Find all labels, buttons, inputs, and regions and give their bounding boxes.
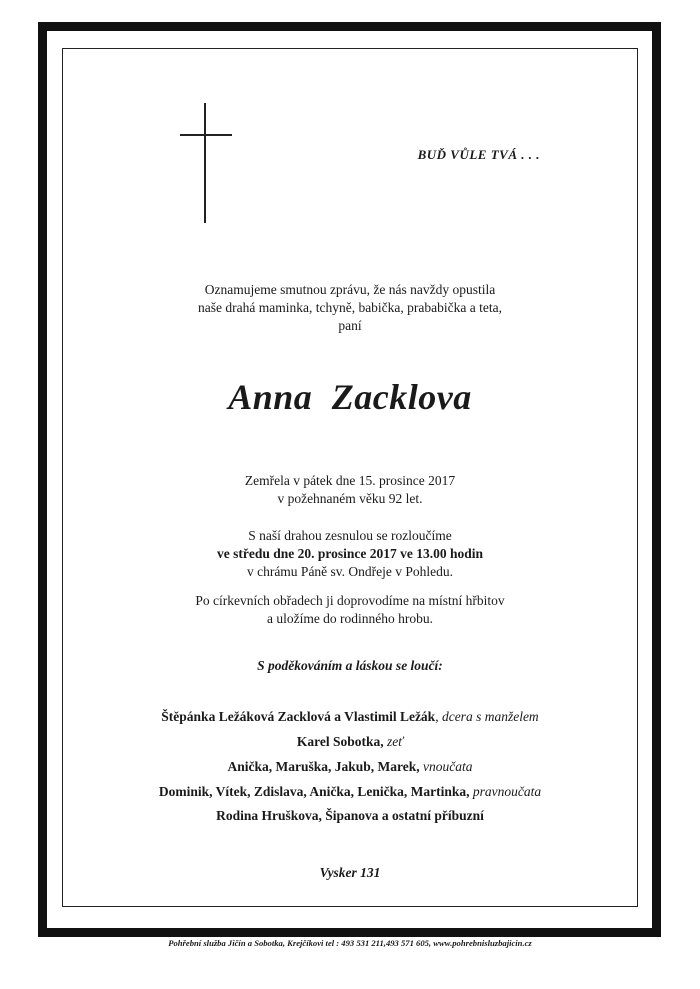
ceremony-date-time: ve středu dne 20. prosince 2017 ve 13.00 hodin (216, 546, 484, 561)
address: Vysker 131 (319, 865, 381, 880)
announcement-line: naše drahá maminka, tchyně, babička, prababička a teta, (198, 300, 502, 315)
family-names: Karel Sobotka, (296, 734, 384, 749)
family-relation: dcera s manželem (441, 709, 539, 724)
family-names: Rodina Hruškova, Šipanova a ostatní příbuzní (216, 808, 484, 823)
cross-icon-bar (180, 134, 232, 136)
ceremony-intro: S naší drahou zesnulou se rozloučíme (248, 528, 452, 543)
announcement (100, 281, 600, 335)
family-line (100, 734, 600, 750)
death-info-line: Zemřela v pátek dne 15. prosince 2017 (244, 473, 456, 488)
family-names: Anička, Maruška, Jakub, Marek, (227, 759, 420, 774)
motto: BUĎ VŮLE TVÁ . . . (417, 147, 540, 162)
death-info-line: v požehnaném věku 92 let. (277, 491, 423, 506)
family-relation: zeť (386, 734, 404, 749)
announcement-line: paní (338, 318, 362, 333)
ceremony (100, 527, 600, 581)
burial-line: a uložíme do rodinného hrobu. (266, 611, 434, 626)
family-line (100, 808, 600, 824)
burial-line: Po církevních obřadech ji doprovodíme na místní hřbitov (195, 593, 505, 608)
family-line (100, 784, 600, 800)
family-line: Štěpánka Ležáková Zacklová a Vlastimil Ležák, dcera s manželem (161, 709, 539, 724)
farewell-heading: S poděkováním a láskou se loučí: (257, 658, 443, 673)
burial (100, 592, 600, 628)
footer-funeral-service: Pohřební služba Jičín a Sobotka, Krejčíkovi tel : 493 531 211,493 571 605, www.pohrebnisluzbajicin.cz (168, 938, 532, 948)
family-names: Dominik, Vítek, Zdislava, Anička, Lenička, Martinka, (158, 784, 470, 799)
death-info (100, 472, 600, 508)
family-relation: vnoučata (423, 759, 473, 774)
deceased-name: Anna Zacklova (228, 377, 472, 417)
family-names: Štěpánka Ležáková Zacklová a Vlastimil Ležák (161, 709, 436, 724)
family-relation: pravnoučata (472, 784, 542, 799)
announcement-line: Oznamujeme smutnou zprávu, že nás navždy opustila (204, 282, 496, 297)
family-line (100, 759, 600, 775)
cross-icon (204, 103, 206, 223)
ceremony-place: v chrámu Páně sv. Ondřeje v Pohledu. (246, 564, 454, 579)
